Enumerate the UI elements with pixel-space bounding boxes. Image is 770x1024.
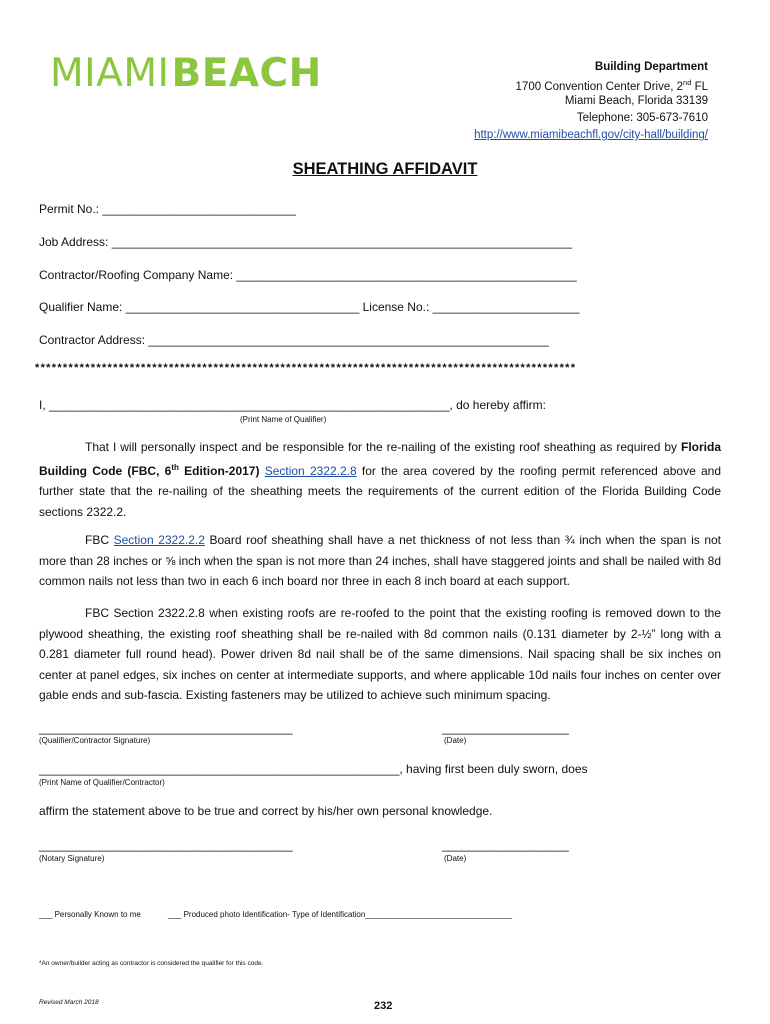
date-line-1[interactable]: ___________________ bbox=[442, 721, 569, 735]
owner-builder-footnote: *An owner/builder acting as contractor is considered the qualifier for this code. bbox=[39, 960, 264, 967]
p2-text-pre: FBC bbox=[85, 533, 114, 547]
contractor-company-field[interactable]: Contractor/Roofing Company Name: ___________________________________________________ bbox=[39, 268, 577, 282]
date-caption-1: (Date) bbox=[444, 736, 467, 745]
section-2322-2-2-link[interactable]: Section 2322.2.2 bbox=[113, 533, 205, 547]
print-name-qualifier-caption: (Print Name of Qualifier) bbox=[240, 415, 327, 424]
address-street: 1700 Convention Center Drive, 2 bbox=[515, 80, 684, 93]
qualifier-signature-line[interactable]: ______________________________________ bbox=[39, 721, 293, 735]
paragraph-3 bbox=[39, 603, 721, 706]
affirm-name-field[interactable]: I, ____________________________________________________________, do hereby affirm: bbox=[39, 398, 546, 412]
p3-text: FBC Section 2322.2.8 when existing roofs are re-roofed to the point that the existing roofing is removed down to the plywood sheathing, the existing roof sheathing shall be re-nailed with 8d common nails (0.131 diameter by 2-½” long with a 0.281 diameter full round head). Power driven 8d nail shall be of the same dimensions. Nail spacing shall be six inches on center at panel edges, six inches on center at intermediate supports, and where applicable 10d nails four inches on center over gable ends and sub-fascia. Existing fasteners may be utilized to achieve such minimum spacing. bbox=[39, 606, 721, 702]
page-number: 232 bbox=[374, 1000, 393, 1012]
p2-text-post: Board roof sheathing shall have a net thickness of not less than ¾ inch when the span is not more than 28 inches or ⅝ inch when the span is not more than 24 inches, shall have staggered joints and shall be nailed with 8d common nails not less than two in each 6 inch board nor three in each 8 inch board at each support. bbox=[39, 533, 721, 588]
p1-text-a: That I will personally inspect and be responsible for the re-nailing of the existing roof sheathing as required by bbox=[85, 440, 678, 454]
qualifier-license-field[interactable]: Qualifier Name: ___________________________________ License No.: ______________________ bbox=[39, 300, 580, 314]
produced-id-option[interactable]: ___ Produced photo Identification- Type of Identification_________________________________ bbox=[168, 910, 513, 919]
p1-bold-pre: Florida Building Code (FBC, 6 bbox=[39, 440, 721, 478]
address-line-1 bbox=[516, 78, 708, 93]
section-2322-2-8-link[interactable]: Section 2322.2.8 bbox=[264, 463, 357, 478]
paragraph-2 bbox=[39, 530, 721, 592]
sworn-name-field[interactable]: ______________________________________________________, having first been duly sworn, does bbox=[39, 762, 588, 776]
date-line-2[interactable]: ___________________ bbox=[442, 838, 569, 852]
notary-signature-line[interactable]: ______________________________________ bbox=[39, 838, 293, 852]
contractor-address-field[interactable]: Contractor Address: ____________________________________________________________ bbox=[39, 333, 549, 347]
telephone: Telephone: 305-673-7610 bbox=[576, 112, 708, 124]
date-caption-2: (Date) bbox=[444, 854, 467, 863]
miami-beach-logo bbox=[50, 52, 322, 96]
separator-stars: ************************************************************************************************* bbox=[35, 362, 577, 374]
logo-miami: MIAMI bbox=[50, 51, 170, 96]
personally-known-option[interactable]: ___ Personally Known to me bbox=[39, 910, 141, 919]
permit-number-field[interactable]: Permit No.: _____________________________ bbox=[39, 202, 296, 216]
affirm-statement: affirm the statement above to be true and correct by his/her own personal knowledge. bbox=[39, 804, 493, 818]
print-name-caption: (Print Name of Qualifier/Contractor) bbox=[39, 778, 165, 787]
department-url-link[interactable]: http://www.miamibeachfl.gov/city-hall/building/ bbox=[474, 129, 708, 141]
document-title: SHEATHING AFFIDAVIT bbox=[292, 160, 478, 178]
job-address-field[interactable]: Job Address: _____________________________________________________________________ bbox=[39, 235, 573, 249]
p1-bold-post: Edition-2017) bbox=[178, 463, 260, 478]
p1-text-b: for the area covered by the roofing permit referenced above and further state that the re-nailing of the sheathing meets the requirements of the current edition of the Florida Building Code sections 2322.2. bbox=[39, 463, 721, 519]
notary-signature-caption: (Notary Signature) bbox=[39, 854, 105, 863]
revised-date: Revised March 2018 bbox=[39, 999, 99, 1006]
address-sup: nd bbox=[683, 78, 692, 87]
logo-beach: BEACH bbox=[171, 51, 322, 96]
address-floor: FL bbox=[691, 80, 708, 93]
paragraph-1 bbox=[39, 437, 721, 522]
department-name: Building Department bbox=[594, 61, 708, 73]
address-line-2: Miami Beach, Florida 33139 bbox=[564, 95, 708, 107]
p1-bold-sup: th bbox=[171, 462, 179, 472]
qualifier-signature-caption: (Qualifier/Contractor Signature) bbox=[39, 736, 151, 745]
